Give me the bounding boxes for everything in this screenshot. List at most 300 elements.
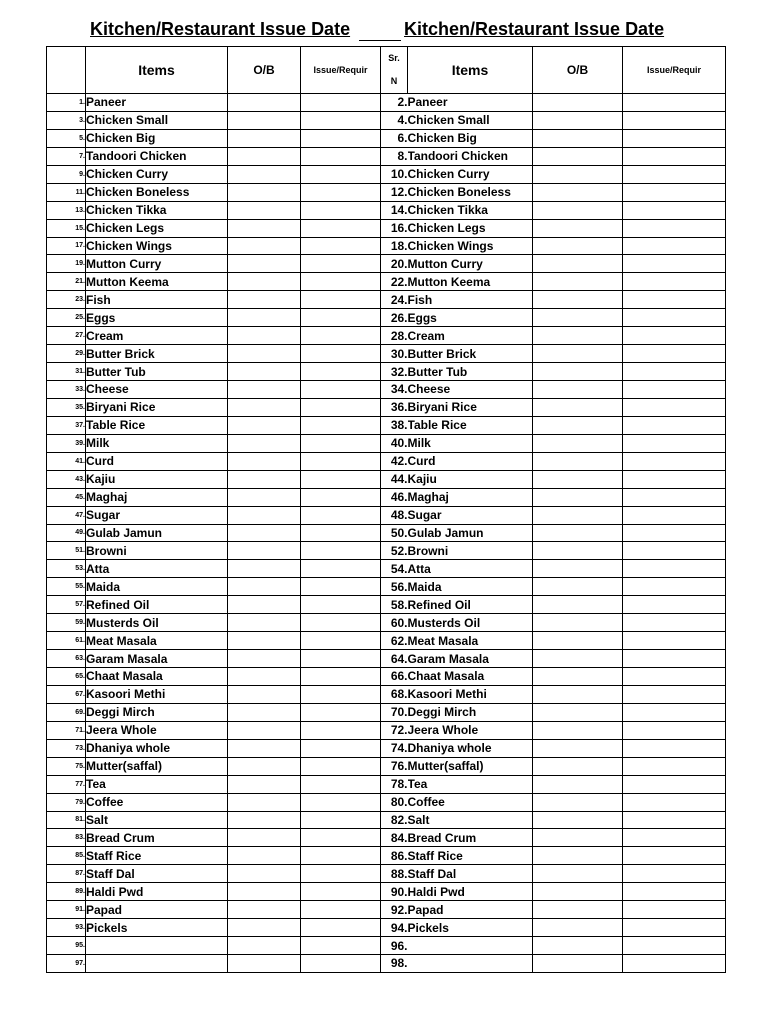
right-ob-cell[interactable]: [533, 829, 623, 847]
left-issue-cell[interactable]: [301, 452, 381, 470]
right-serial-number: 74.: [381, 739, 408, 757]
left-issue-cell[interactable]: [301, 703, 381, 721]
left-item-name: Milk: [86, 434, 228, 452]
left-issue-cell[interactable]: [301, 739, 381, 757]
right-ob-cell[interactable]: [533, 255, 623, 273]
right-issue-cell[interactable]: [623, 901, 726, 919]
left-ob-cell[interactable]: [228, 650, 301, 668]
left-issue-cell[interactable]: [301, 165, 381, 183]
right-ob-cell[interactable]: [533, 614, 623, 632]
left-ob-header: O/B: [228, 47, 301, 94]
left-ob-cell[interactable]: [228, 901, 301, 919]
left-item-name: [86, 937, 228, 955]
left-issue-cell[interactable]: [301, 434, 381, 452]
left-ob-cell[interactable]: [228, 111, 301, 129]
right-issue-cell[interactable]: [623, 345, 726, 363]
right-issue-cell[interactable]: [623, 452, 726, 470]
left-issue-cell[interactable]: [301, 237, 381, 255]
right-issue-cell[interactable]: [623, 201, 726, 219]
right-issue-cell[interactable]: [623, 919, 726, 937]
left-ob-cell[interactable]: [228, 327, 301, 345]
left-ob-cell[interactable]: [228, 506, 301, 524]
right-issue-cell[interactable]: [623, 883, 726, 901]
right-ob-cell[interactable]: [533, 309, 623, 327]
right-issue-cell[interactable]: [623, 165, 726, 183]
left-ob-cell[interactable]: [228, 291, 301, 309]
left-ob-cell[interactable]: [228, 345, 301, 363]
left-serial-number: 45.: [47, 488, 86, 506]
left-item-name: Gulab Jamun: [86, 524, 228, 542]
left-ob-cell[interactable]: [228, 309, 301, 327]
left-serial-number: 53.: [47, 560, 86, 578]
left-ob-cell[interactable]: [228, 416, 301, 434]
table-row: [47, 721, 726, 739]
right-ob-cell[interactable]: [533, 865, 623, 883]
table-row: [47, 847, 726, 865]
right-ob-cell[interactable]: [533, 883, 623, 901]
table-row: [47, 165, 726, 183]
left-serial-number: 67.: [47, 685, 86, 703]
left-serial-number: 33.: [47, 381, 86, 399]
right-ob-cell[interactable]: [533, 470, 623, 488]
table-row: [47, 506, 726, 524]
left-item-name: Browni: [86, 542, 228, 560]
table-row: [47, 398, 726, 416]
left-ob-cell[interactable]: [228, 542, 301, 560]
right-issue-cell[interactable]: [623, 327, 726, 345]
left-issue-cell[interactable]: [301, 111, 381, 129]
left-ob-cell[interactable]: [228, 560, 301, 578]
sr-n-label: N: [390, 76, 398, 86]
left-ob-cell[interactable]: [228, 129, 301, 147]
right-issue-cell[interactable]: [623, 94, 726, 112]
left-item-name: Table Rice: [86, 416, 228, 434]
right-ob-cell[interactable]: [533, 560, 623, 578]
left-ob-cell[interactable]: [228, 94, 301, 112]
right-issue-cell[interactable]: [623, 291, 726, 309]
right-serial-number: 92.: [381, 901, 408, 919]
left-issue-cell[interactable]: [301, 201, 381, 219]
right-issue-cell[interactable]: [623, 470, 726, 488]
right-item-name: Staff Dal: [408, 865, 533, 883]
left-item-name: Cream: [86, 327, 228, 345]
left-item-name: Kajiu: [86, 470, 228, 488]
left-ob-cell[interactable]: [228, 847, 301, 865]
left-ob-cell[interactable]: [228, 757, 301, 775]
left-issue-cell[interactable]: [301, 793, 381, 811]
left-issue-cell[interactable]: [301, 847, 381, 865]
left-ob-cell[interactable]: [228, 147, 301, 165]
left-ob-cell[interactable]: [228, 524, 301, 542]
left-issue-cell[interactable]: [301, 542, 381, 560]
right-item-name: Cheese: [408, 381, 533, 399]
right-issue-cell[interactable]: [623, 578, 726, 596]
right-ob-cell[interactable]: [533, 632, 623, 650]
right-issue-cell[interactable]: [623, 219, 726, 237]
right-ob-cell[interactable]: [533, 775, 623, 793]
left-serial-number: 41.: [47, 452, 86, 470]
left-issue-cell[interactable]: [301, 219, 381, 237]
left-issue-cell[interactable]: [301, 937, 381, 955]
left-serial-number: 37.: [47, 416, 86, 434]
right-serial-number: 72.: [381, 721, 408, 739]
left-issue-cell[interactable]: [301, 901, 381, 919]
right-issue-cell[interactable]: [623, 542, 726, 560]
right-issue-cell[interactable]: [623, 524, 726, 542]
left-serial-number: 15.: [47, 219, 86, 237]
right-item-name: Salt: [408, 811, 533, 829]
right-issue-cell[interactable]: [623, 363, 726, 381]
left-issue-cell[interactable]: [301, 129, 381, 147]
left-serial-number: 5.: [47, 129, 86, 147]
table-row: [47, 703, 726, 721]
right-ob-cell[interactable]: [533, 363, 623, 381]
right-ob-cell[interactable]: [533, 739, 623, 757]
left-serial-number: 81.: [47, 811, 86, 829]
left-serial-number: 91.: [47, 901, 86, 919]
right-issue-cell[interactable]: [623, 309, 726, 327]
left-ob-cell[interactable]: [228, 937, 301, 955]
right-item-name: Tandoori Chicken: [408, 147, 533, 165]
right-serial-number: 12.: [381, 183, 408, 201]
right-item-name: Tea: [408, 775, 533, 793]
table-row: [47, 345, 726, 363]
right-ob-cell[interactable]: [533, 506, 623, 524]
right-ob-cell[interactable]: [533, 650, 623, 668]
right-serial-number: 4.: [381, 111, 408, 129]
left-ob-cell[interactable]: [228, 919, 301, 937]
right-ob-cell[interactable]: [533, 811, 623, 829]
left-issue-cell[interactable]: [301, 345, 381, 363]
left-serial-number: 85.: [47, 847, 86, 865]
left-issue-cell[interactable]: [301, 309, 381, 327]
left-item-name: Dhaniya whole: [86, 739, 228, 757]
right-issue-cell[interactable]: [623, 111, 726, 129]
left-issue-cell[interactable]: [301, 919, 381, 937]
right-issue-cell[interactable]: [623, 650, 726, 668]
right-issue-cell[interactable]: [623, 398, 726, 416]
right-item-name: Coffee: [408, 793, 533, 811]
left-serial-number: 87.: [47, 865, 86, 883]
left-issue-cell[interactable]: [301, 147, 381, 165]
table-row: [47, 94, 726, 112]
left-item-name: Maghaj: [86, 488, 228, 506]
left-issue-cell[interactable]: [301, 506, 381, 524]
left-ob-cell[interactable]: [228, 865, 301, 883]
right-issue-cell[interactable]: [623, 793, 726, 811]
right-issue-cell[interactable]: [623, 775, 726, 793]
left-ob-cell[interactable]: [228, 685, 301, 703]
right-serial-number: 62.: [381, 632, 408, 650]
left-serial-number: 71.: [47, 721, 86, 739]
left-ob-cell[interactable]: [228, 434, 301, 452]
left-issue-cell[interactable]: [301, 865, 381, 883]
right-issue-cell[interactable]: [623, 632, 726, 650]
table-row: [47, 614, 726, 632]
right-issue-cell[interactable]: [623, 847, 726, 865]
right-item-name: Table Rice: [408, 416, 533, 434]
right-ob-cell[interactable]: [533, 703, 623, 721]
left-issue-cell[interactable]: [301, 685, 381, 703]
left-ob-cell[interactable]: [228, 183, 301, 201]
left-ob-cell[interactable]: [228, 470, 301, 488]
left-item-name: Tea: [86, 775, 228, 793]
left-ob-cell[interactable]: [228, 363, 301, 381]
left-serial-number: 31.: [47, 363, 86, 381]
left-serial-number: 73.: [47, 739, 86, 757]
left-serial-number: 13.: [47, 201, 86, 219]
right-ob-cell[interactable]: [533, 147, 623, 165]
left-ob-cell[interactable]: [228, 219, 301, 237]
left-item-name: Sugar: [86, 506, 228, 524]
left-serial-number: 83.: [47, 829, 86, 847]
left-issue-cell[interactable]: [301, 757, 381, 775]
left-item-name: Bread Crum: [86, 829, 228, 847]
left-item-name: Atta: [86, 560, 228, 578]
left-ob-cell[interactable]: [228, 237, 301, 255]
left-issue-cell[interactable]: [301, 524, 381, 542]
right-ob-cell[interactable]: [533, 273, 623, 291]
right-ob-cell[interactable]: [533, 578, 623, 596]
left-ob-cell[interactable]: [228, 614, 301, 632]
right-issue-cell[interactable]: [623, 829, 726, 847]
left-serial-number: 57.: [47, 596, 86, 614]
left-serial-number: 51.: [47, 542, 86, 560]
table-row: [47, 309, 726, 327]
right-issue-cell[interactable]: [623, 668, 726, 686]
right-issue-cell[interactable]: [623, 721, 726, 739]
left-serial-number: 19.: [47, 255, 86, 273]
table-row: [47, 757, 726, 775]
right-issue-cell[interactable]: [623, 865, 726, 883]
left-issue-cell[interactable]: [301, 811, 381, 829]
right-issue-cell[interactable]: [623, 614, 726, 632]
right-issue-cell[interactable]: [623, 703, 726, 721]
left-issue-cell[interactable]: [301, 955, 381, 973]
left-ob-cell[interactable]: [228, 201, 301, 219]
right-ob-cell[interactable]: [533, 937, 623, 955]
right-item-name: Fish: [408, 291, 533, 309]
left-ob-cell[interactable]: [228, 398, 301, 416]
left-items-header: Items: [86, 47, 228, 94]
table-row: [47, 955, 726, 973]
left-issue-cell[interactable]: [301, 470, 381, 488]
left-ob-cell[interactable]: [228, 488, 301, 506]
left-item-name: Garam Masala: [86, 650, 228, 668]
left-issue-cell[interactable]: [301, 183, 381, 201]
right-ob-cell[interactable]: [533, 327, 623, 345]
right-issue-cell[interactable]: [623, 416, 726, 434]
right-ob-cell[interactable]: [533, 201, 623, 219]
left-item-name: Chicken Boneless: [86, 183, 228, 201]
right-ob-cell[interactable]: [533, 793, 623, 811]
right-ob-cell[interactable]: [533, 129, 623, 147]
left-serial-number: 97.: [47, 955, 86, 973]
right-serial-number: 42.: [381, 452, 408, 470]
left-issue-cell[interactable]: [301, 273, 381, 291]
right-ob-cell[interactable]: [533, 542, 623, 560]
left-ob-cell[interactable]: [228, 829, 301, 847]
left-issue-cell[interactable]: [301, 596, 381, 614]
left-issue-cell[interactable]: [301, 560, 381, 578]
left-ob-cell[interactable]: [228, 255, 301, 273]
left-serial-number: 25.: [47, 309, 86, 327]
right-ob-cell[interactable]: [533, 847, 623, 865]
right-ob-cell[interactable]: [533, 111, 623, 129]
left-ob-cell[interactable]: [228, 452, 301, 470]
right-serial-number: 96.: [381, 937, 408, 955]
right-serial-number: 38.: [381, 416, 408, 434]
right-ob-cell[interactable]: [533, 219, 623, 237]
right-issue-cell[interactable]: [623, 434, 726, 452]
left-item-name: Deggi Mirch: [86, 703, 228, 721]
left-issue-cell[interactable]: [301, 775, 381, 793]
left-ob-cell[interactable]: [228, 811, 301, 829]
left-issue-cell[interactable]: [301, 578, 381, 596]
right-item-name: Haldi Pwd: [408, 883, 533, 901]
right-item-name: Mutton Curry: [408, 255, 533, 273]
left-item-name: Chicken Tikka: [86, 201, 228, 219]
right-issue-cell[interactable]: [623, 685, 726, 703]
left-item-name: Staff Dal: [86, 865, 228, 883]
left-issue-cell[interactable]: [301, 650, 381, 668]
left-issue-cell[interactable]: [301, 291, 381, 309]
right-ob-cell[interactable]: [533, 757, 623, 775]
left-serial-number: 1.: [47, 94, 86, 112]
table-row: [47, 632, 726, 650]
left-ob-cell[interactable]: [228, 632, 301, 650]
left-ob-cell[interactable]: [228, 955, 301, 973]
right-ob-cell[interactable]: [533, 685, 623, 703]
right-ob-cell[interactable]: [533, 488, 623, 506]
left-ob-cell[interactable]: [228, 793, 301, 811]
right-ob-cell[interactable]: [533, 955, 623, 973]
right-ob-cell[interactable]: [533, 398, 623, 416]
left-item-name: Salt: [86, 811, 228, 829]
right-issue-cell[interactable]: [623, 506, 726, 524]
left-ob-cell[interactable]: [228, 775, 301, 793]
right-ob-cell[interactable]: [533, 183, 623, 201]
right-issue-cell[interactable]: [623, 955, 726, 973]
left-ob-cell[interactable]: [228, 381, 301, 399]
right-item-name: Bread Crum: [408, 829, 533, 847]
right-issue-cell[interactable]: [623, 811, 726, 829]
right-ob-cell[interactable]: [533, 901, 623, 919]
table-row: [47, 560, 726, 578]
right-item-name: Paneer: [408, 94, 533, 112]
right-issue-cell[interactable]: [623, 129, 726, 147]
right-ob-cell[interactable]: [533, 416, 623, 434]
left-serial-number: 69.: [47, 703, 86, 721]
right-issue-cell[interactable]: [623, 255, 726, 273]
right-ob-cell[interactable]: [533, 434, 623, 452]
left-issue-cell[interactable]: [301, 255, 381, 273]
sr-label: Sr.: [388, 53, 400, 63]
left-ob-cell[interactable]: [228, 721, 301, 739]
left-issue-cell[interactable]: [301, 829, 381, 847]
right-issue-cell[interactable]: [623, 560, 726, 578]
left-serial-number: 29.: [47, 345, 86, 363]
table-row: [47, 524, 726, 542]
right-item-name: Mutter(saffal): [408, 757, 533, 775]
right-item-name: Kasoori Methi: [408, 685, 533, 703]
right-serial-number: 52.: [381, 542, 408, 560]
left-issue-cell[interactable]: [301, 883, 381, 901]
left-issue-cell[interactable]: [301, 632, 381, 650]
left-issue-cell[interactable]: [301, 416, 381, 434]
right-item-name: Biryani Rice: [408, 398, 533, 416]
right-issue-cell[interactable]: [623, 757, 726, 775]
left-issue-cell[interactable]: [301, 94, 381, 112]
right-item-name: Chicken Legs: [408, 219, 533, 237]
left-ob-cell[interactable]: [228, 739, 301, 757]
header-row: [47, 47, 726, 94]
left-issue-cell[interactable]: [301, 327, 381, 345]
right-ob-cell[interactable]: [533, 721, 623, 739]
right-ob-cell[interactable]: [533, 524, 623, 542]
right-ob-cell[interactable]: [533, 381, 623, 399]
left-issue-cell[interactable]: [301, 398, 381, 416]
right-issue-cell[interactable]: [623, 937, 726, 955]
left-ob-cell[interactable]: [228, 165, 301, 183]
right-item-name: Butter Brick: [408, 345, 533, 363]
left-ob-cell[interactable]: [228, 273, 301, 291]
left-issue-cell[interactable]: [301, 668, 381, 686]
left-item-name: Staff Rice: [86, 847, 228, 865]
right-ob-cell[interactable]: [533, 291, 623, 309]
right-issue-cell[interactable]: [623, 739, 726, 757]
left-issue-cell[interactable]: [301, 614, 381, 632]
right-ob-cell[interactable]: [533, 237, 623, 255]
left-issue-cell[interactable]: [301, 721, 381, 739]
right-serial-number: 64.: [381, 650, 408, 668]
right-items-header: Items: [408, 47, 533, 94]
right-item-name: Butter Tub: [408, 363, 533, 381]
right-serial-number: 66.: [381, 668, 408, 686]
left-ob-cell[interactable]: [228, 596, 301, 614]
right-issue-cell[interactable]: [623, 183, 726, 201]
right-issue-cell[interactable]: [623, 147, 726, 165]
right-item-name: Garam Masala: [408, 650, 533, 668]
right-ob-cell[interactable]: [533, 94, 623, 112]
right-issue-cell[interactable]: [623, 381, 726, 399]
right-ob-cell[interactable]: [533, 165, 623, 183]
left-issue-cell[interactable]: [301, 488, 381, 506]
right-ob-cell[interactable]: [533, 452, 623, 470]
left-serial-number: 9.: [47, 165, 86, 183]
right-issue-cell[interactable]: [623, 237, 726, 255]
right-issue-cell[interactable]: [623, 273, 726, 291]
right-ob-cell[interactable]: [533, 919, 623, 937]
left-issue-cell[interactable]: [301, 363, 381, 381]
left-ob-cell[interactable]: [228, 883, 301, 901]
left-issue-cell[interactable]: [301, 381, 381, 399]
right-issue-cell[interactable]: [623, 488, 726, 506]
right-item-name: Staff Rice: [408, 847, 533, 865]
right-ob-cell[interactable]: [533, 345, 623, 363]
left-ob-cell[interactable]: [228, 578, 301, 596]
right-item-name: Milk: [408, 434, 533, 452]
left-serial-number: 47.: [47, 506, 86, 524]
right-ob-header: O/B: [533, 47, 623, 94]
right-ob-cell[interactable]: [533, 668, 623, 686]
right-issue-cell[interactable]: [623, 596, 726, 614]
left-ob-cell[interactable]: [228, 668, 301, 686]
right-ob-cell[interactable]: [533, 596, 623, 614]
table-row: [47, 452, 726, 470]
right-serial-number: 94.: [381, 919, 408, 937]
left-ob-cell[interactable]: [228, 703, 301, 721]
